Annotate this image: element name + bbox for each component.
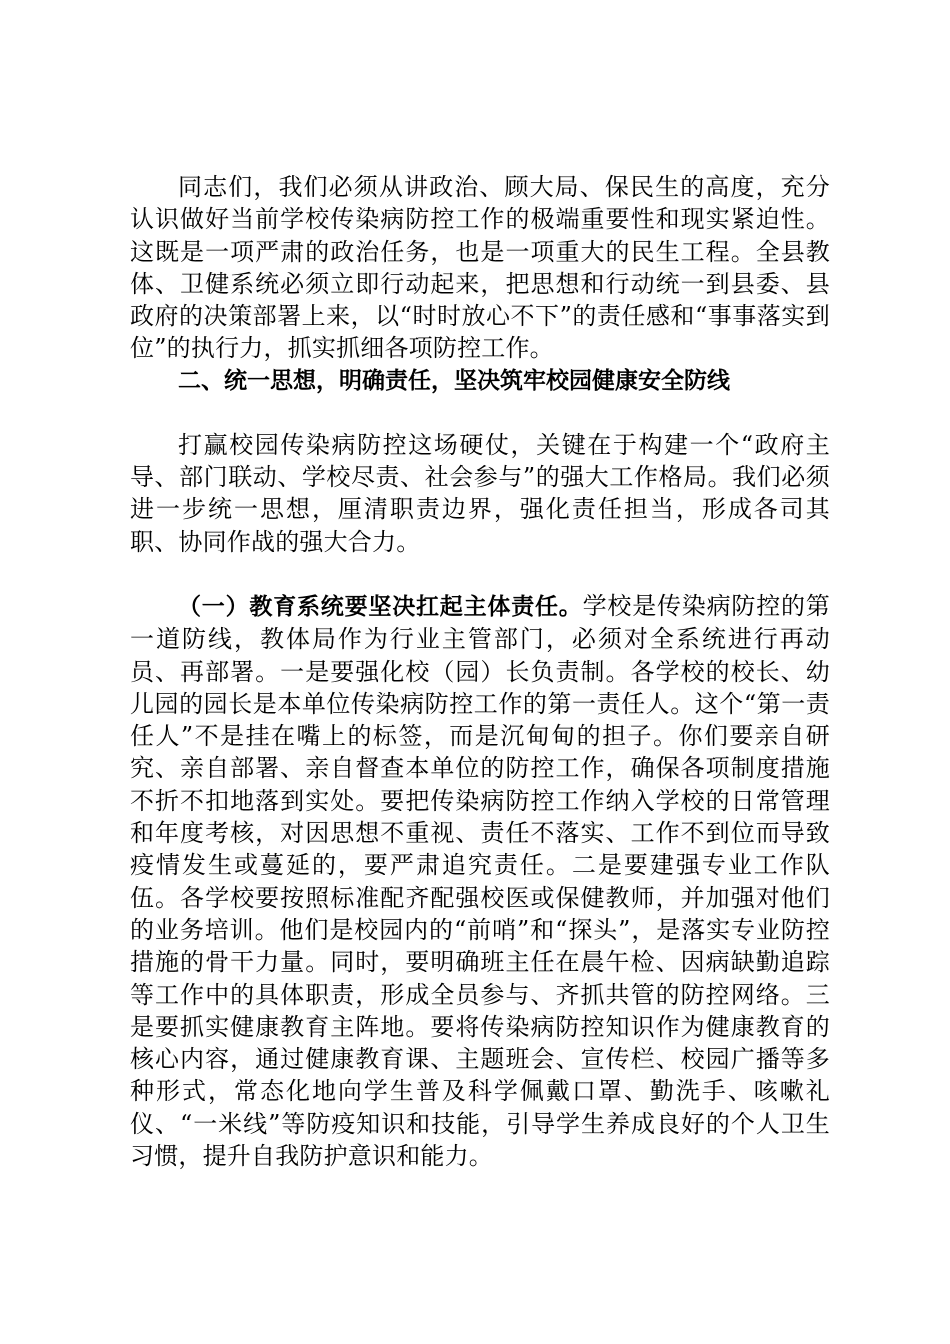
subsection-title-education: （一）教育系统要坚决扛起主体责任。 [178,593,583,620]
paragraph-conclusion: 同志们，我们必须从讲政治、顾大局、保民生的高度，充分认识做好当前学校传染病防控工作的极端重要性和现实紧迫性。这既是一项严肃的政治任务，也是一项重大的民生工程。全县教体、卫健系统必须立即行动起来，把思想和行动统一到县委、县政府的决策部署上来，以“时时放心不下”的责任感和“事事落实到位”的执行力，抓实抓细各项防控工作。 [130,173,830,363]
section-heading-2: 二、统一思想，明确责任，坚决筑牢校园健康安全防线 [178,367,730,394]
paragraph-section-intro [130,429,830,558]
document-page [130,171,830,1172]
paragraph-education-responsibility [130,590,830,1172]
paragraph-education-body: 学校是传染病防控的第一道防线，教体局作为行业主管部门，必须对全系统进行再动员、再部署。一是要强化校（园）长负责制。各学校的校长、幼儿园的园长是本单位传染病防控工作的第一责任人。这个“第一责任人”不是挂在嘴上的标签，而是沉甸甸的担子。你们要亲自研究、亲自部署、亲自督查本单位的防控工作，确保各项制度措施不折不扣地落到实处。要把传染病防控工作纳入学校的日常管理和年度考核，对因思想不重视、责任不落实、工作不到位而导致疫情发生或蔓延的，要严肃追究责任。二是要建强专业工作队伍。各学校要按照标准配齐配强校医或保健教师，并加强对他们的业务培训。他们是校园内的“前哨”和“探头”，是落实专业防控措施的骨干力量。同时，要明确班主任在晨午检、因病缺勤追踪等工作中的具体职责，形成全员参与、齐抓共管的防控网络。三是要抓实健康教育主阵地。要将传染病防控知识作为健康教育的核心内容，通过健康教育课、主题班会、宣传栏、校园广播等多种形式，常态化地向学生普及科学佩戴口罩、勤洗手、咳嗽礼仪、“一米线”等防疫知识和技能，引导学生养成良好的个人卫生习惯，提升自我防护意识和能力。 [130,591,831,1171]
paragraph-section-intro-text: 打赢校园传染病防控这场硬仗，关键在于构建一个“政府主导、部门联动、学校尽责、社会参与”的强大工作格局。我们必须进一步统一思想，厘清职责边界，强化责任担当，形成各司其职、协同作战的强大合力。 [130,430,830,556]
